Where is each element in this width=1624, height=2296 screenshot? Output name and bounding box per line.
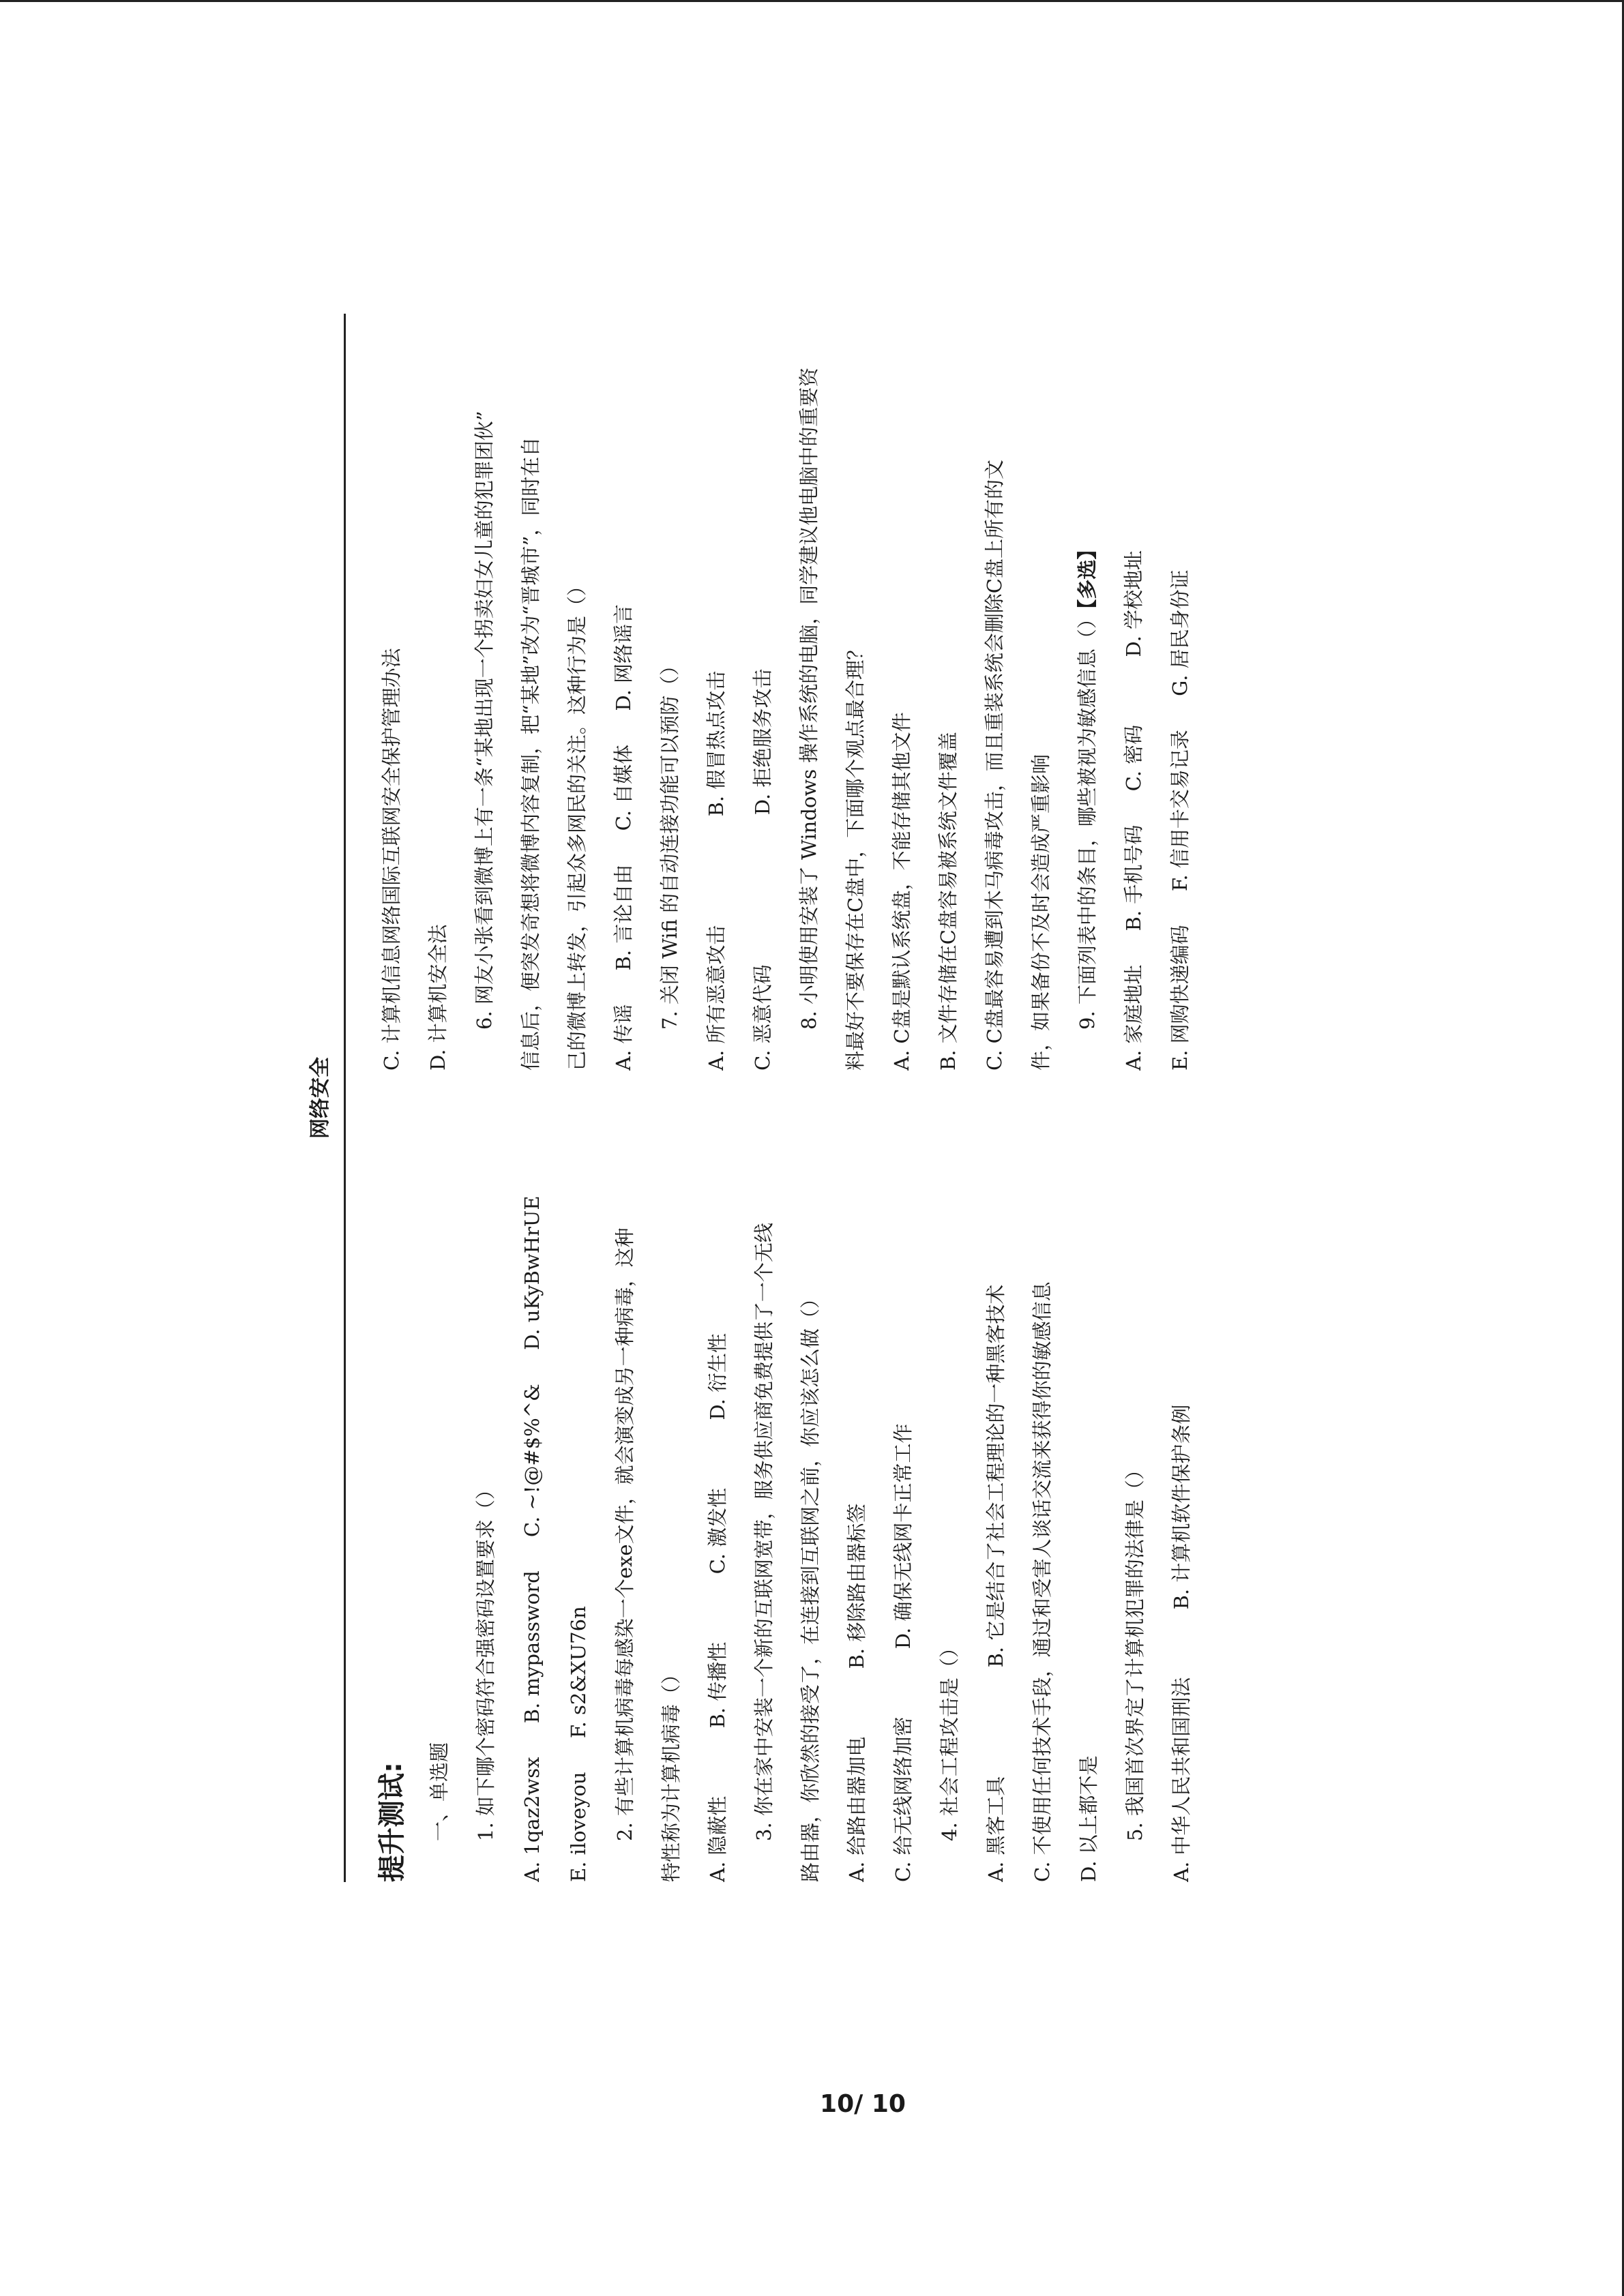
option-a: A. 传谣 (612, 1004, 635, 1071)
question-2-stem: 2. 有些计算机病毒每感染一个exe文件，就会演变成另一种病毒，这种 (613, 1227, 636, 1841)
question-8-option-a: A. C盘是默认系统盘，不能存储其他文件 (890, 712, 913, 1071)
option-g: G. 居民身份证 (1168, 569, 1192, 696)
option-b: B. 言论自由 (612, 864, 635, 971)
question-8-option-b: B. 文件存储在C盘容易被系统文件覆盖 (936, 732, 960, 1071)
option-d: D. 确保无线网卡正常工作 (891, 1423, 915, 1650)
option-a: A. 黑客工具 (984, 1776, 1007, 1882)
option-b: B. 移除路由器标签 (845, 1503, 868, 1669)
question-3-stem-cont: 路由器，你欣然的接受了，在连接到互联网之前，你应该怎么做（） (799, 1288, 822, 1882)
question-5-option-c: C. 计算机信息网络国际互联网安全保护管理办法 (380, 648, 403, 1071)
question-9-stem: 9. 下面列表中的条目，哪些被视为敏感信息（） (1076, 609, 1099, 1030)
option-b: B. 传播性 (706, 1641, 729, 1729)
section-subtitle: 一、单选题 (428, 1742, 451, 1841)
question-3-options-2 (880, 1125, 926, 1882)
option-f: F. s2&XU76n (567, 1606, 590, 1739)
option-a: A. 1qaz2wsx (520, 1757, 544, 1882)
question-1-options (509, 1125, 555, 1882)
question-8-stem: 8. 小明使用安装了 Windows 操作系统的电脑，同学建议他电脑中的重要资 (797, 367, 821, 1030)
question-6-options (600, 314, 647, 1071)
question-9-stem-line (1064, 314, 1110, 1071)
option-f: F. 信用卡交易记录 (1168, 730, 1192, 892)
option-c: C. 密码 (1122, 724, 1145, 792)
question-3-options (833, 1125, 880, 1882)
option-a: A. 给路由器加电 (845, 1736, 868, 1882)
question-4-options (973, 1125, 1019, 1882)
question-9-options-2 (1157, 314, 1203, 1071)
question-1-options-2 (555, 1125, 602, 1882)
header-rule (344, 314, 346, 1882)
question-3-stem: 3. 你在家中安装一个新的互联网宽带，服务供应商免费提供了一个无线 (752, 1223, 776, 1841)
page-number: 10/ 10 (820, 2090, 906, 2118)
option-b: B. 它是结合了社会工程理论的一种黑客技术 (984, 1284, 1007, 1668)
option-a: A. 家庭地址 (1122, 964, 1145, 1071)
question-6-stem-cont-2: 己的微博上转发，引起众多网民的关注。这种行为是（） (565, 576, 589, 1071)
rotated-page-content (300, 314, 1323, 1882)
question-2-options (694, 1125, 741, 1882)
question-4-option-d: D. 以上都不是 (1077, 1755, 1100, 1882)
option-c: C. 给无线网络加密 (891, 1716, 915, 1882)
question-5-option-d: D. 计算机安全法 (426, 924, 449, 1071)
question-7-options-2 (739, 314, 786, 1071)
option-d: D. 学校地址 (1122, 550, 1145, 657)
question-7-options (693, 314, 739, 1071)
option-c: C. 恶意代码 (751, 964, 774, 1071)
option-a: A. 隐蔽性 (706, 1795, 729, 1882)
top-border (0, 0, 1624, 2)
question-4-option-c: C. 不使用任何技术手段，通过和受害人谈话交流来获得你的敏感信息 (1031, 1281, 1054, 1882)
option-d: D. 拒绝服务攻击 (751, 668, 774, 816)
question-5-options (1158, 1125, 1205, 1882)
option-b: B. 手机号码 (1122, 824, 1145, 931)
option-c: C. ~!@#$%^& (520, 1384, 544, 1538)
question-1-stem: 1. 如下哪个密码符合强密码设置要求（） (474, 1480, 497, 1841)
question-7-stem: 7. 关闭 Wifi 的自动连接功能可以预防（） (658, 655, 681, 1030)
option-a: A. 中华人民共和国刑法 (1170, 1677, 1193, 1882)
option-b: B. 计算机软件保护条例 (1170, 1404, 1193, 1610)
section-title: 提升测试: (377, 1762, 408, 1882)
page-header: 网络安全 (308, 1057, 332, 1139)
question-8-option-c-cont: 件，如果备份不及时会造成严重影响 (1029, 754, 1052, 1071)
right-column (368, 314, 1203, 1071)
question-4-stem: 4. 社会工程攻击是（） (938, 1638, 961, 1841)
question-5-stem: 5. 我国首次界定了计算机犯罪的法律是（） (1123, 1460, 1147, 1841)
option-b: B. 假冒热点攻击 (705, 670, 728, 817)
option-d: D. 衍生性 (706, 1332, 729, 1420)
question-2-stem-cont: 特性称为计算机病毒（） (660, 1664, 683, 1882)
option-c: C. 激发性 (706, 1487, 729, 1575)
question-6-stem: 6. 网友小张看到微博上有一条“某地出现一个拐卖妇女儿童的犯罪团伙” (473, 411, 496, 1030)
question-6-stem-cont: 信息后，便突发奇想将微博内容复制，把“某地”改为“晋城市”，同时在自 (519, 436, 542, 1071)
option-c: C. 自媒体 (612, 744, 635, 831)
question-8-stem-cont: 料最好不要保存在C盘中，下面哪个观点最合理？ (844, 640, 867, 1071)
option-e: E. iloveyou (567, 1772, 590, 1882)
option-b: B. mypassword (520, 1570, 544, 1724)
question-9-options (1110, 314, 1157, 1071)
option-e: E. 网购快递编码 (1168, 925, 1192, 1071)
option-d: D. 网络谣言 (612, 603, 635, 711)
question-8-option-c: C. C盘最容易遭到木马病毒攻击，而且重装系统会删除C盘上所有的文 (983, 460, 1006, 1071)
option-a: A. 所有恶意攻击 (705, 925, 728, 1071)
multi-select-tag: 【多选】 (1076, 539, 1099, 610)
option-d: D. uKyBwHrUE (520, 1195, 544, 1350)
left-column (368, 1125, 1205, 1882)
